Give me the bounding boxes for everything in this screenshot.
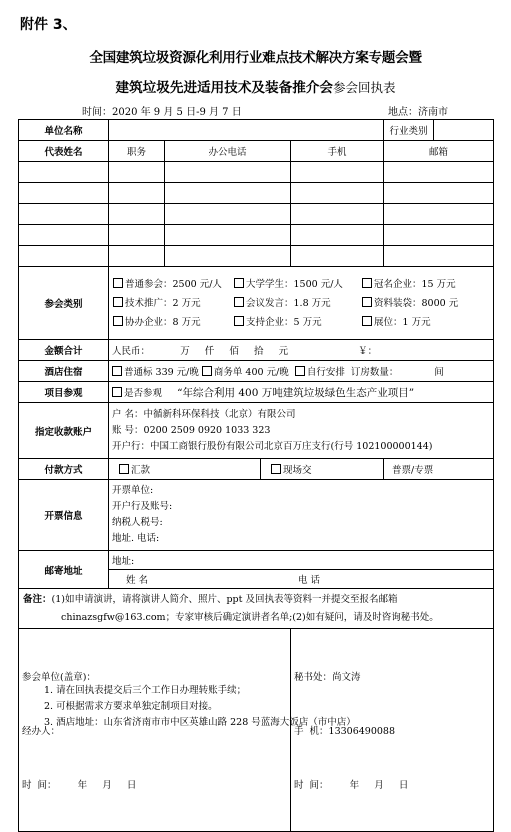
title-line-2	[0, 76, 511, 96]
rep-label: 代表姓名	[19, 141, 109, 162]
title-main: 建筑垃圾先进适用技术及装备推介会	[115, 80, 333, 96]
checkbox[interactable]	[234, 297, 244, 307]
industry-field[interactable]	[434, 120, 494, 141]
remark-line-1: (1)如申请演讲，请将演讲人简介、照片、ppt 及回执表等资料一并提交至报名邮箱	[51, 593, 398, 605]
checkbox[interactable]	[362, 278, 372, 288]
hotel-standard: 普通标 339 元/晚	[124, 367, 199, 378]
fee-option: 技术推广：2 万元	[125, 297, 201, 309]
fee-option: 普通参会：2500 元/人	[125, 278, 222, 290]
secretariat-phone: 手 机：13306490088	[294, 726, 396, 737]
rep-row[interactable]	[19, 246, 494, 267]
industry-label: 行业类别	[384, 120, 434, 141]
title-line-1: 全国建筑垃圾资源化利用行业难点技术解决方案专题会暨	[89, 50, 422, 66]
notes	[44, 683, 356, 731]
note-item: 1. 请在回执表提交后三个工作日办理转账手续；	[44, 685, 247, 696]
checkbox[interactable]	[234, 316, 244, 326]
visit-project: “年综合利用 400 万吨建筑垃圾绿色生态产业项目”	[177, 386, 415, 399]
rep-row[interactable]	[19, 183, 494, 204]
rep-row[interactable]	[19, 204, 494, 225]
invoice-label: 开票信息	[19, 480, 109, 551]
pay-onsite: 现场交	[283, 465, 312, 476]
rep-col-mobile: 手机	[291, 141, 384, 162]
account-holder: 户 名：中循新科环保科技（北京）有限公司	[112, 408, 296, 420]
checkbox[interactable]	[295, 366, 305, 376]
fee-option: 协办企业：8 万元	[125, 316, 201, 328]
hotel-business: 商务单 400 元/晚	[213, 367, 289, 378]
title-suffix: 参会回执表	[332, 80, 396, 95]
fee-option: 冠名企业：15 万元	[374, 278, 456, 290]
hotel-self: 自行安排	[306, 367, 345, 378]
invoice-tax-id[interactable]: 纳税人税号:	[112, 517, 163, 528]
checkbox[interactable]	[202, 366, 212, 376]
mail-address[interactable]: 地址:	[109, 551, 494, 570]
invoice-address[interactable]: 地址. 电话:	[112, 533, 160, 544]
sign-date-right[interactable]: 时 间： 年 月 日	[294, 780, 409, 791]
pay-invoice-type[interactable]: 普票/专票	[384, 459, 494, 480]
checkbox[interactable]	[113, 297, 123, 307]
sign-unit[interactable]: 参会单位(盖章)：	[22, 672, 96, 683]
checkbox[interactable]	[271, 464, 281, 474]
visit-label: 项目参观	[19, 382, 109, 403]
fee-option: 大学学生：1500 元/人	[246, 278, 343, 290]
mail-phone[interactable]: 电 话	[298, 575, 321, 586]
account-bank: 开户行：中国工商银行股份有限公司北京百万庄支行(行号 102100000144)	[112, 440, 433, 452]
pay-transfer: 汇款	[131, 465, 151, 476]
annex-label: 附件 3、	[20, 17, 77, 33]
checkbox[interactable]	[113, 316, 123, 326]
checkbox[interactable]	[119, 464, 129, 474]
meeting-time: 时间：2020 年 9 月 5 日-9 月 7 日	[82, 107, 242, 118]
sign-handler[interactable]: 经办人：	[22, 726, 61, 737]
rep-row[interactable]	[19, 225, 494, 246]
checkbox[interactable]	[112, 366, 122, 376]
account-label: 指定收款账户	[19, 403, 109, 459]
secretariat: 秘书处：尚文涛	[294, 672, 361, 683]
checkbox[interactable]	[362, 316, 372, 326]
total-amount-words: 人民币： 万 仟 佰 拾 元	[112, 346, 289, 357]
checkbox[interactable]	[234, 278, 244, 288]
checkbox[interactable]	[112, 387, 122, 397]
pay-label: 付款方式	[19, 459, 109, 480]
remark-line-2: chinazsgfw@163.com；专家审核后确定演讲者名单;(2)如有疑问，请及时咨询秘书处。	[61, 611, 439, 623]
unit-name-label: 单位名称	[19, 120, 109, 141]
rep-col-title: 职务	[109, 141, 165, 162]
hotel-label: 酒店住宿	[19, 361, 109, 382]
fee-label: 参会类别	[19, 267, 109, 340]
fee-option: 支持企业：5 万元	[246, 316, 322, 328]
mail-name[interactable]: 姓 名	[126, 575, 149, 586]
total-yen: ￥：	[358, 346, 378, 357]
unit-name-field[interactable]	[109, 120, 384, 141]
total-label: 金额合计	[19, 340, 109, 361]
room-count-label: 订房数量：	[350, 367, 399, 378]
checkbox[interactable]	[362, 297, 372, 307]
sign-date-left[interactable]: 时 间： 年 月 日	[22, 780, 137, 791]
rep-col-office-phone: 办公电话	[165, 141, 291, 162]
meeting-place: 地点：济南市	[388, 107, 448, 118]
rep-col-email: 邮箱	[384, 141, 494, 162]
invoice-bank[interactable]: 开户行及账号:	[112, 501, 173, 512]
account-number: 账 号：0200 2509 0920 1033 323	[112, 424, 271, 436]
remark-label: 备注：	[23, 593, 52, 605]
rep-row[interactable]	[19, 162, 494, 183]
checkbox[interactable]	[113, 278, 123, 288]
mail-label: 邮寄地址	[19, 551, 109, 589]
fee-option: 会议发言：1.8 万元	[246, 297, 331, 309]
note-item: 3. 酒店地址：山东省济南市市中区英雄山路 228 号蓝海大饭店（市中店）	[44, 717, 356, 728]
invoice-unit[interactable]: 开票单位:	[112, 485, 154, 496]
fee-option: 资料装袋：8000 元	[374, 297, 459, 309]
visit-check: 是否参观	[124, 387, 163, 399]
note-item: 2. 可根据需求方要求单独定制项目对接。	[44, 701, 218, 712]
room-unit: 间	[434, 367, 444, 378]
fee-option: 展位：1 万元	[374, 316, 431, 328]
